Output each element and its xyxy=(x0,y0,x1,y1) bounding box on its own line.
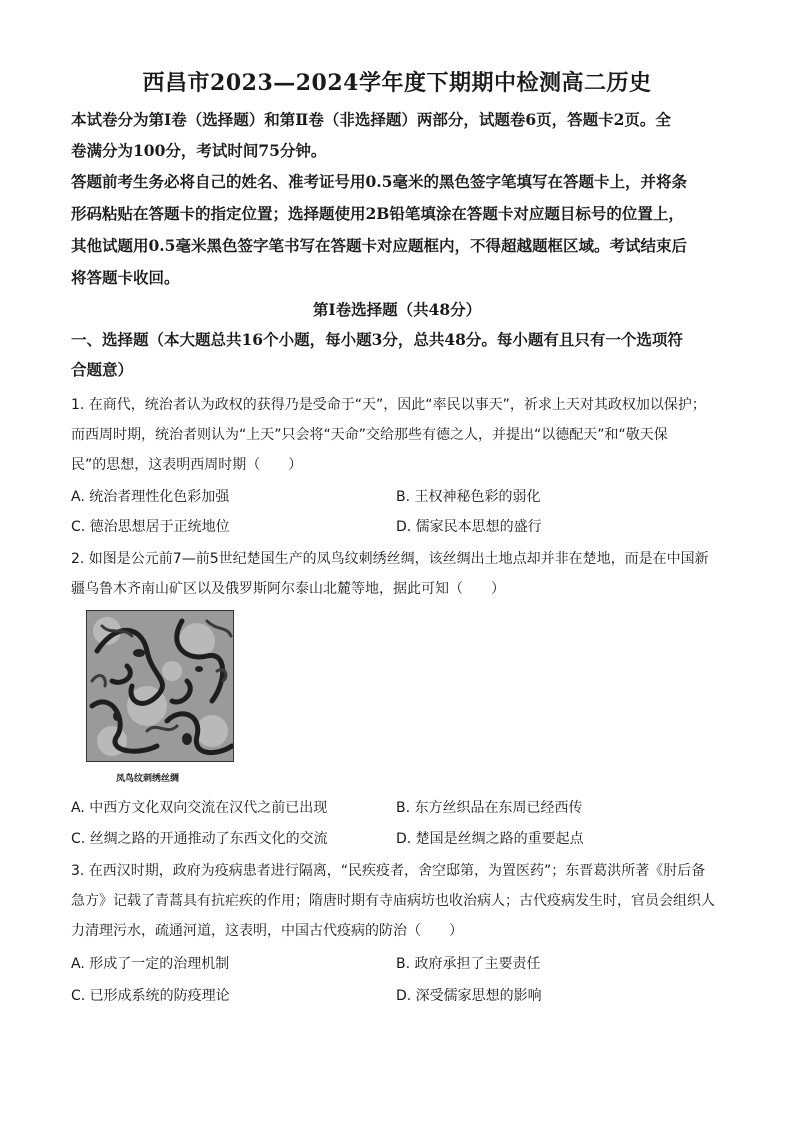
question-2-option-b[interactable]: B. 东方丝织品在东周已经西传 xyxy=(396,800,583,816)
question-3-option-c[interactable]: C. 已形成系统的防疫理论 xyxy=(71,988,230,1004)
instructions-line-5: 其他试题用0.5毫米黑色签字笔书写在答题卡对应题框内，不得超越题框区域。考试结束后 xyxy=(71,236,687,255)
phoenix-embroidered-silk-image xyxy=(86,610,234,762)
instructions-line-4: 形码粘贴在答题卡的指定位置；选择题使用2B铅笔填涂在答题卡对应题目标号的位置上， xyxy=(71,204,684,223)
question-1-option-b[interactable]: B. 王权神秘色彩的弱化 xyxy=(396,489,541,505)
question-1-stem-line-3: 民”的思想，这表明西周时期（ ） xyxy=(71,457,303,473)
page-title: 西昌市2023—2024学年度下期期中检测高二历史 xyxy=(142,70,652,96)
question-1-stem-line-2: 而西周时期，统治者则认为“上天”只会将“天命”交给那些有德之人，并提出“以德配天”和“敬天保 xyxy=(71,427,668,443)
question-1-stem-line-1: 1. 在商代，统治者认为政权的获得乃是受命于“天”，因此“率民以事天”，祈求上天对其政权加以保护； xyxy=(71,397,706,413)
part-heading-line-1: 一、选择题（本大题总共16个小题，每小题3分，总共48分。每小题有且只有一个选项符 xyxy=(71,330,683,349)
instructions-line-1: 本试卷分为第Ⅰ卷（选择题）和第Ⅱ卷（非选择题）两部分，试题卷6页，答题卡2页。全 xyxy=(71,110,671,129)
question-3-stem-line-3: 力清理污水，疏通河道，这表明，中国古代疫病的防治（ ） xyxy=(71,923,463,939)
question-2-option-a[interactable]: A. 中西方文化双向交流在汉代之前已出现 xyxy=(71,800,328,816)
question-3-stem-line-1: 3. 在西汉时期，政府为疫病患者进行隔离，“民疾疫者，舍空邸第，为置医药”；东晋葛洪所著《肘后备 xyxy=(71,863,706,879)
question-2-stem-line-1: 2. 如图是公元前7—前5世纪楚国生产的凤鸟纹刺绣丝绸，该丝绸出土地点却并非在楚地，而是在中国新 xyxy=(71,551,709,567)
question-1-option-c[interactable]: C. 德治思想居于正统地位 xyxy=(71,519,230,535)
question-3-stem-line-2: 急方》记载了青蒿具有抗疟疾的作用；隋唐时期有寺庙病坊也收治病人；古代疫病发生时，官员会组织人 xyxy=(71,893,715,909)
section-title: 第Ⅰ卷选择题（共48分） xyxy=(312,300,482,319)
question-3-option-b[interactable]: B. 政府承担了主要责任 xyxy=(396,956,541,972)
image-caption: 凤鸟纹刺绣丝绸 xyxy=(116,774,180,784)
part-heading-line-2: 合题意） xyxy=(71,360,134,379)
question-3-option-a[interactable]: A. 形成了一定的治理机制 xyxy=(71,956,230,972)
question-2-option-d[interactable]: D. 楚国是丝绸之路的重要起点 xyxy=(396,831,584,847)
instructions-line-2: 卷满分为100分，考试时间75分钟。 xyxy=(71,141,327,160)
question-2-option-c[interactable]: C. 丝绸之路的开通推动了东西文化的交流 xyxy=(71,831,328,847)
question-1-option-d[interactable]: D. 儒家民本思想的盛行 xyxy=(396,519,542,535)
instructions-line-3: 答题前考生务必将自己的姓名、准考证号用0.5毫米的黑色签字笔填写在答题卡上，并将条 xyxy=(71,172,687,191)
question-2-stem-line-2: 疆乌鲁木齐南山矿区以及俄罗斯阿尔泰山北麓等地，据此可知（ ） xyxy=(71,581,505,597)
question-3-option-d[interactable]: D. 深受儒家思想的影响 xyxy=(396,988,542,1004)
instructions-line-6: 将答题卡收回。 xyxy=(71,268,180,287)
question-1-option-a[interactable]: A. 统治者理性化色彩加强 xyxy=(71,489,230,505)
